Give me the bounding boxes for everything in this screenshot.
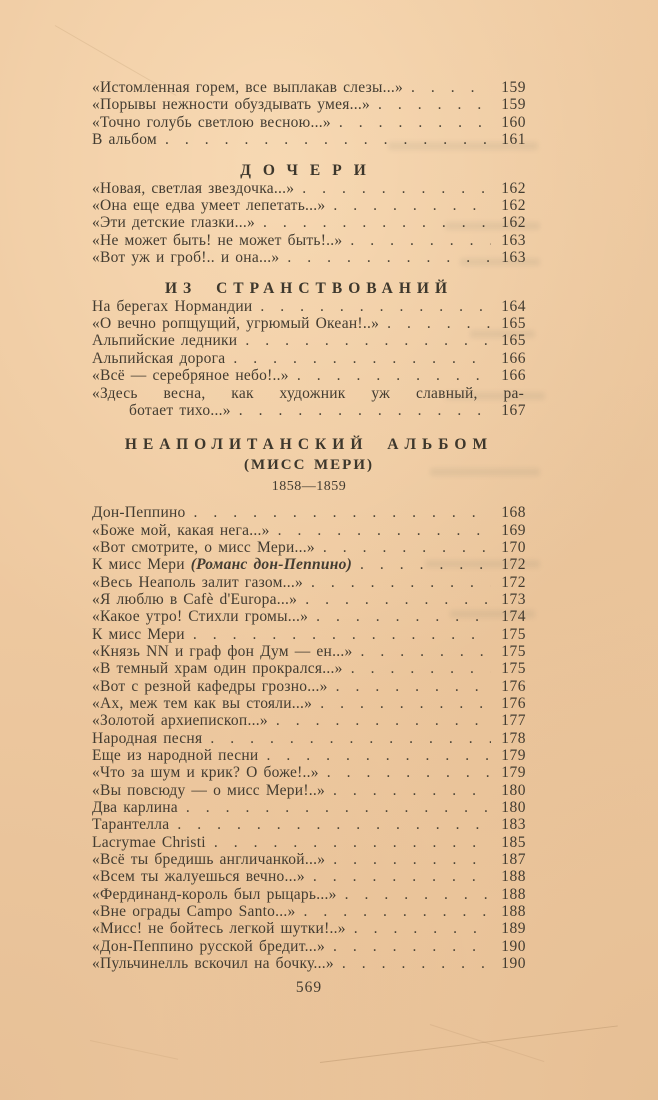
toc-entry-page: 180 [501,799,526,817]
toc-entry-title: «Боже мой, какая нега...» [92,521,270,539]
dot-leader [316,608,491,625]
toc-entry-page: 165 [501,315,526,333]
toc-entry [92,730,526,747]
toc-entry [92,232,526,249]
dot-leader [245,332,491,349]
toc-entry [92,782,526,799]
toc-entry-page: 174 [501,608,526,626]
dot-leader [333,851,491,868]
paper-scratch [90,1040,178,1060]
dot-leader [210,730,491,747]
toc-entry-page: 178 [501,729,526,747]
toc-entry-page: 162 [501,214,526,232]
toc-entry-title: «Фердинанд-король был рыцарь...» [92,885,337,903]
toc-entry [92,522,526,539]
toc-entry-page: 175 [501,642,526,660]
toc-section [92,280,526,419]
dot-leader [327,764,491,781]
toc-entry-title: К мисс Мери (Романс дон-Пеппино) [92,556,353,574]
toc-entry-page: 169 [501,521,526,539]
toc-entry-title: Еще из народной песни [92,747,259,765]
dot-leader [186,799,491,816]
toc-entry [92,350,526,367]
toc-entry [92,114,526,131]
toc-entry-page: 161 [501,131,526,149]
toc-entry [92,678,526,695]
toc-entry-title: «Вот с резной кафедры грозно...» [92,677,328,695]
dot-leader [276,712,491,729]
toc-entry [92,96,526,113]
toc-entry-title: Дон-Пеппино [92,504,186,522]
toc-entry-page: 187 [501,851,526,869]
toc-entry-title: Тарантелла [92,816,170,834]
toc-entry [92,626,526,643]
toc-entry [92,799,526,816]
toc-entry-title: «Вот уж и гроб!.. и она...» [92,249,280,267]
dot-leader [305,591,491,608]
toc-entry [92,816,526,833]
dot-leader [320,695,491,712]
toc-entry-title: «Я люблю в Cafè d'Europa...» [92,590,298,608]
toc-entry-page: 189 [501,920,526,938]
dot-leader [345,886,491,903]
toc-entry-page: 180 [501,781,526,799]
toc-entry-title: «Весь Неаполь залит газом...» [92,573,304,591]
dot-leader [378,96,491,113]
toc-entry [92,920,526,937]
dot-leader [287,249,491,266]
dot-leader [354,920,491,937]
toc-entry-title-italic: (Романс дон-Пеппино) [190,556,353,574]
toc-entry [92,938,526,955]
toc-entry-title: «В темный храм один прокрался...» [92,660,343,678]
section-heading: НЕАПОЛИТАНСКИЙ АЛЬБОМ [124,436,494,454]
toc-entry [92,591,526,608]
toc-entry-title: «Дон-Пеппино русской бредит...» [92,937,325,955]
toc-entry-page: 176 [501,695,526,712]
dot-leader [194,504,491,521]
toc-entry-title: ботает тихо...» [129,401,231,419]
dot-leader [351,660,491,677]
toc-entry [92,747,526,764]
toc-entry-title: К мисс Мери [92,625,185,643]
toc-entry [92,249,526,266]
toc-section [92,162,526,266]
toc-entry-page: 190 [501,937,526,955]
toc-entry-page: 188 [501,903,526,921]
toc-entry [92,695,526,712]
toc-entry [92,402,526,419]
toc-entry-page: 183 [501,816,526,834]
toc-entry-title: «Ах, меж тем как вы стояли...» [92,695,313,712]
toc-entry-page: 190 [501,955,526,973]
toc-entry [92,574,526,591]
toc-entry-page: 173 [501,590,526,608]
toc-entry [92,214,526,231]
toc-entry-page: 175 [501,625,526,643]
dot-leader [177,816,491,833]
dot-leader [387,315,491,332]
toc-entry-page: 179 [501,747,526,765]
toc-entry [92,298,526,315]
toc-entry-title: «Эти детские глазки...» [92,214,255,232]
toc-entry-page: 160 [501,113,526,131]
toc-entry-page: 185 [501,833,526,851]
dot-leader [342,955,491,972]
toc-entry-title: «Вот смотрите, о мисс Мери...» [92,538,315,556]
section-heading: ДОЧЕРИ [240,162,378,180]
toc-entry-title: Народная песня [92,729,203,747]
toc-entry-page: 172 [501,573,526,591]
toc-entry-title: «Точно голубь светлою весною...» [92,113,331,131]
dot-leader [239,402,491,419]
toc-entry [92,660,526,677]
toc-entry [92,180,526,197]
toc-entry-page: 165 [501,332,526,350]
toc-entry-title: «Всё ты бредишь англичанкой...» [92,851,326,869]
toc-entry [92,851,526,868]
toc-entry-title: Два карлина [92,799,178,817]
toc-entry-title: «Золотой архиепископ...» [92,712,268,730]
toc-entry [92,367,526,384]
dot-leader [302,180,491,197]
toc-entry-page: 168 [501,504,526,522]
toc-entry-page: 176 [501,677,526,695]
toc-entry-title: «Новая, светлая звездочка...» [92,179,295,197]
dot-leader [350,232,491,249]
dot-leader [339,114,491,131]
toc-entry-page: 159 [501,96,526,114]
dot-leader [333,938,491,955]
dot-leader [165,131,491,148]
toc-section [92,79,526,148]
toc-entry-title: Lacrymae Christi [92,833,206,851]
toc-entry-title: «Порывы нежности обуздывать умея...» [92,96,370,114]
dot-leader [233,350,491,367]
toc-entry-page: 177 [501,712,526,730]
toc-entry [92,539,526,556]
toc-entry-page: 166 [501,367,526,385]
toc-entry-page: 163 [501,231,526,249]
toc-entry-title: «Какое утро! Стихли громы...» [92,608,309,626]
toc-entry [92,79,526,96]
toc-entry [92,131,526,148]
toc-entry-title: На берегах Нормандии [92,297,253,315]
toc-entry-title: «Вы повсюду — о мисс Мери!..» [92,781,325,799]
page-number: 569 [295,978,323,996]
dot-leader [263,214,491,231]
toc-entry-title: Альпийская дорога [92,349,226,367]
dot-leader [297,367,491,384]
toc-entry-title: «Вне ограды Campo Santo...» [92,903,296,921]
section-years: 1858—1859 [271,478,347,494]
toc-entry [92,332,526,349]
dot-leader [333,197,491,214]
section-heading: ИЗ СТРАНСТВОВАНИЙ [164,280,454,298]
toc-entry [92,764,526,781]
toc-entry [92,712,526,729]
toc-entry [92,955,526,972]
toc-entry-page: 167 [501,401,526,419]
dot-leader [311,574,491,591]
toc-entry-title: Альпийские ледники [92,332,238,350]
toc-entry [92,834,526,851]
toc-entry-page: 162 [501,197,526,215]
toc-entry-page: 166 [501,349,526,367]
toc-entry [92,197,526,214]
dot-leader [333,782,491,799]
dot-leader [360,556,491,573]
dot-leader [313,868,491,885]
dot-leader [360,643,491,660]
dot-leader [193,626,491,643]
toc-entry-page: 188 [501,885,526,903]
toc-entry-page: 175 [501,660,526,678]
toc-entry-page: 188 [501,868,526,886]
dot-leader [411,79,491,96]
dot-leader [336,678,491,695]
dot-leader [266,747,491,764]
toc-entry [92,903,526,920]
toc-entry-title: «Князь NN и граф фон Дум — ен...» [92,642,353,660]
paper-scratch [430,1024,544,1062]
toc-entry-title: «Она еще едва умеет лепетать...» [92,197,326,215]
dot-leader [323,539,491,556]
dot-leader [214,834,491,851]
toc-entry [92,868,526,885]
toc-entry-page: 179 [501,764,526,782]
toc-entry [92,556,526,573]
toc-entry-title: «Мисс! не бойтесь легкой шутки!..» [92,920,346,938]
toc-entry-page: 162 [501,179,526,197]
toc-entry-page: 159 [501,79,526,96]
toc-entry-title: «Что за шум и крик? О боже!..» [92,764,319,782]
dot-leader [304,903,491,920]
toc-entry-title-line: «Здесь весна, как художник уж славный, ра- [92,384,524,402]
toc-entry-page: 164 [501,297,526,315]
paper-scratch [320,1025,618,1063]
toc-entry [92,886,526,903]
toc-entry-page: 170 [501,538,526,556]
table-of-contents [92,79,526,996]
toc-entry-title: «Истомленная горем, все выплакав слезы...» [92,79,404,96]
section-subheading: (МИСС МЕРИ) [243,456,375,473]
toc-section [92,436,526,972]
toc-sections [92,79,526,973]
toc-entry-title: «О вечно ропщущий, угрюмый Океан!..» [92,315,380,333]
toc-entry [92,608,526,625]
toc-entry [92,643,526,660]
toc-entry-title: «Всё — серебряное небо!..» [92,367,289,385]
toc-entry-title: «Не может быть! не может быть!..» [92,231,343,249]
toc-entry-page: 163 [501,249,526,267]
toc-entry-title: «Пульчинелль вскочил на бочку...» [92,955,334,973]
toc-entry-title: «Всем ты жалуешься вечно...» [92,868,305,886]
toc-entry [92,504,526,521]
toc-entry-title: В альбом [92,131,157,149]
toc-entry-page: 172 [501,556,526,574]
dot-leader [260,298,491,315]
toc-entry [92,315,526,332]
dot-leader [278,522,491,539]
